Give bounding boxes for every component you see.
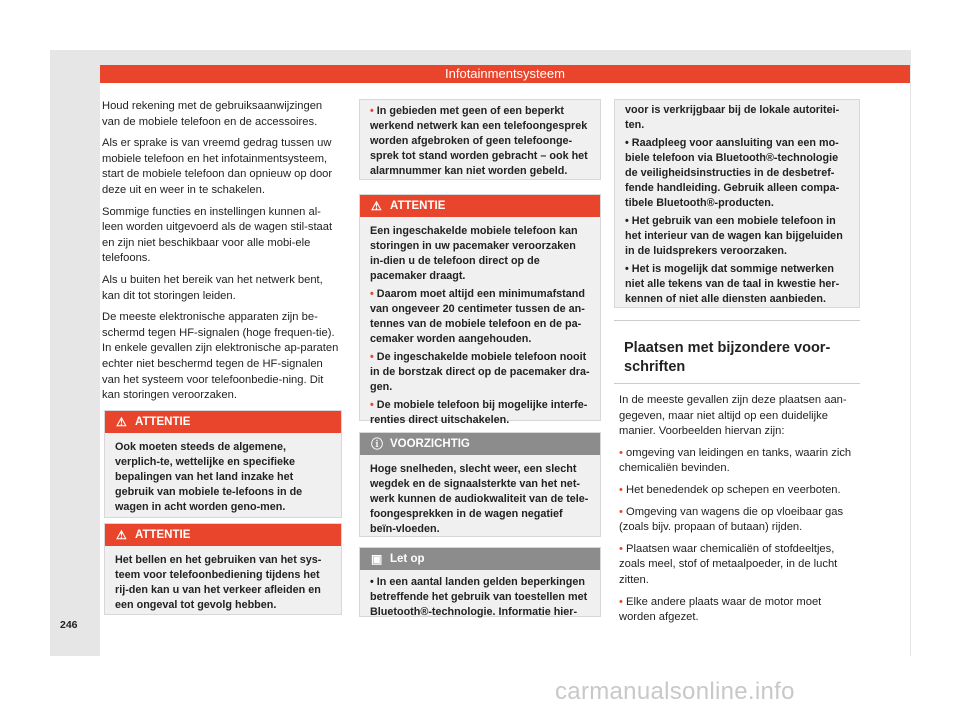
list-item: • Het benedendek op schepen en veerboten. bbox=[619, 483, 841, 496]
attentie-text: Een ingeschakelde mobiele telefoon kan storingen in uw pacemaker veroorzaken in-dien u de telefoon direct op de pacemaker draagt. bbox=[370, 225, 578, 282]
list-item: • Plaatsen waar chemicaliën of stofdeeltjes, zoals meel, stof of metaalpoeder, in de lucht zitten. bbox=[619, 542, 838, 586]
voorzichtig-box bbox=[359, 432, 601, 537]
voorzichtig-header bbox=[360, 433, 600, 455]
attentie-continued-box bbox=[359, 99, 601, 180]
list-item-text: De ingeschakelde mobiele telefoon nooit in de borstzak direct op de pacemaker dra-gen. bbox=[370, 351, 590, 393]
list-item: • De mobiele telefoon bij mogelijke interfe-renties direct uitschakelen. bbox=[370, 399, 588, 426]
info-circle-icon: ⓘ bbox=[371, 437, 384, 451]
paragraph: Houd rekening met de gebruiksaanwijzingen van de mobiele telefoon en de accessoires. bbox=[102, 100, 323, 128]
list-item-text: Daarom moet altijd een minimumafstand van ongeveer 20 centimeter tussen de an-tennes van de mobiele telefoon en de pa-cemaker worden aangehouden. bbox=[370, 288, 585, 345]
box-text: voor is verkrijgbaar bij de lokale autoritei-ten. bbox=[625, 104, 840, 131]
list-item: • In een aantal landen gelden beperkingen betreffende het gebruik van toestellen met Bluetooth®-technologie. Informatie hier- bbox=[370, 576, 588, 618]
list-item: • Raadpleeg voor aansluiting van een mo-biele telefoon via Bluetooth®-technologie de veiligheidsinstructies in de desbetref-fende handleiding. Gebruik alleen compa-tibele Bluetooth®-producten. bbox=[625, 137, 840, 209]
list-item-text: In een aantal landen gelden beperkingen betreffende het gebruik van toestellen met Bluetooth®-technologie. Informatie hier- bbox=[370, 576, 588, 618]
attentie-box bbox=[359, 194, 601, 426]
list-item-text: Het benedendek op schepen en veerboten. bbox=[626, 483, 841, 496]
let-op-continued-box bbox=[614, 99, 860, 308]
voorzichtig-text: Hoge snelheden, slecht weer, een slecht wegdek en de signaalsterkte van het net-werk kunnen de audiokwaliteit van de tele-foongesprekken in de wagen negatief beïn-vloeden. bbox=[370, 463, 589, 535]
let-op-header bbox=[360, 548, 600, 570]
section-heading: Plaatsen met bijzondere voor-schriften bbox=[624, 340, 831, 375]
let-op-box bbox=[359, 547, 601, 617]
list-item: • Elke andere plaats waar de motor moet worden afgezet. bbox=[619, 595, 822, 624]
divider bbox=[614, 383, 860, 384]
list-item: • De ingeschakelde mobiele telefoon nooit in de borstzak direct op de pacemaker dra-gen. bbox=[370, 351, 590, 393]
list-item: • Daarom moet altijd een minimumafstand van ongeveer 20 centimeter tussen de an-tennes van de mobiele telefoon en de pa-cemaker worden aangehouden. bbox=[370, 288, 585, 345]
attentie-text: Het bellen en het gebruiken van het sys-teem voor telefoonbediening tijdens het rij-den kan u van het verkeer afleiden en een ongeval tot gevolg hebben. bbox=[115, 554, 322, 611]
warning-triangle-icon: ⚠ bbox=[116, 415, 127, 429]
divider bbox=[614, 320, 860, 321]
attentie-header bbox=[105, 524, 341, 546]
list-item: • Omgeving van wagens die op vloeibaar gas (zoals bijv. propaan of butaan) rijden. bbox=[619, 505, 844, 534]
right-column bbox=[619, 393, 860, 632]
list-item-text: Elke andere plaats waar de motor moet worden afgezet. bbox=[619, 595, 822, 624]
list-item-text: In gebieden met geen of een beperkt werkend netwerk kan een telefoongesprek worden afgebroken of geen telefoonge-sprek tot stand worden gebracht – ook het alarmnummer kan niet worden gebeld. bbox=[370, 105, 588, 177]
paragraph: Sommige functies en instellingen kunnen al-leen worden uitgevoerd als de wagen stil-staat en zijn niet beschikbaar voor alle mobi-ele telefoons. bbox=[102, 205, 333, 265]
attentie-title: ATTENTIE bbox=[390, 200, 446, 212]
list-item-text: Raadpleeg voor aansluiting van een mo-biele telefoon via Bluetooth®-technologie de veiligheidsinstructies in de desbetref-fende handleiding. Gebruik alleen compa-tibele Bluetooth®-producten. bbox=[625, 137, 840, 209]
page-number: 246 bbox=[60, 619, 78, 631]
section-header bbox=[100, 65, 910, 83]
paragraph: Als er sprake is van vreemd gedrag tussen uw mobiele telefoon en het infotainmentsysteem, start de mobiele telefoon dan opnieuw op door deze uit en weer in te schakelen. bbox=[102, 137, 333, 196]
list-item-text: Omgeving van wagens die op vloeibaar gas (zoals bijv. propaan of butaan) rijden. bbox=[619, 505, 844, 534]
voorzichtig-title: VOORZICHTIG bbox=[390, 438, 470, 450]
let-op-title: Let op bbox=[390, 553, 425, 565]
attentie-box bbox=[104, 410, 342, 518]
attentie-header bbox=[105, 411, 341, 433]
list-item: • Het gebruik van een mobiele telefoon in het interieur van de wagen kan bijgeluiden in de luidsprekers veroorzaken. bbox=[625, 215, 843, 257]
paragraph: De meeste elektronische apparaten zijn be-schermd tegen HF-signalen (hoge frequen-tie). In enkele gevallen zijn elektronische ap-paraten echter niet beschermd tegen de HF-signalen van het systeem voor telefoonbedie-ning. Dit kan storingen veroorzaken. bbox=[102, 311, 339, 402]
list-item: • In gebieden met geen of een beperkt werkend netwerk kan een telefoongesprek worden afgebroken of geen telefoonge-sprek tot stand worden gebracht – ook het alarmnummer kan niet worden gebeld. bbox=[370, 105, 588, 177]
attentie-title: ATTENTIE bbox=[135, 416, 191, 428]
list-item-text: De mobiele telefoon bij mogelijke interfe-renties direct uitschakelen. bbox=[370, 399, 588, 426]
attentie-header bbox=[360, 195, 600, 217]
attentie-text: Ook moeten steeds de algemene, verplich-te, wettelijke en specifieke bepalingen van het land inzake het gebruik van mobiele te-lefoons in de wagen in acht worden geno-men. bbox=[115, 441, 303, 513]
attentie-box bbox=[104, 523, 342, 615]
attentie-title: ATTENTIE bbox=[135, 529, 191, 541]
note-icon: ▣ bbox=[371, 552, 383, 566]
list-item-text: omgeving van leidingen en tanks, waarin zich chemicaliën bevinden. bbox=[619, 446, 852, 475]
list-item-text: Het is mogelijk dat sommige netwerken niet alle tekens van de taal in kwestie her-kennen of niet alle diensten aanbieden. bbox=[625, 263, 840, 305]
list-item: • Het is mogelijk dat sommige netwerken niet alle tekens van de taal in kwestie her-kennen of niet alle diensten aanbieden. bbox=[625, 263, 840, 305]
list-item-text: Plaatsen waar chemicaliën of stofdeeltjes, zoals meel, stof of metaalpoeder, in de lucht zitten. bbox=[619, 542, 838, 586]
list-item: • omgeving van leidingen en tanks, waarin zich chemicaliën bevinden. bbox=[619, 446, 852, 475]
list-item-text: Het gebruik van een mobiele telefoon in het interieur van de wagen kan bijgeluiden in de luidsprekers veroorzaken. bbox=[625, 215, 843, 257]
left-column bbox=[102, 99, 342, 410]
watermark: carmanualsonline.info bbox=[555, 678, 795, 705]
warning-triangle-icon: ⚠ bbox=[116, 528, 127, 542]
paragraph: Als u buiten het bereik van het netwerk bent, kan dit tot storingen leiden. bbox=[102, 273, 323, 302]
warning-triangle-icon: ⚠ bbox=[371, 199, 382, 213]
header-title: Infotainmentsysteem bbox=[445, 66, 565, 81]
paragraph: In de meeste gevallen zijn deze plaatsen aan-gegeven, maar niet altijd op een duidelijke manier. Voorbeelden hiervan zijn: bbox=[619, 394, 847, 438]
